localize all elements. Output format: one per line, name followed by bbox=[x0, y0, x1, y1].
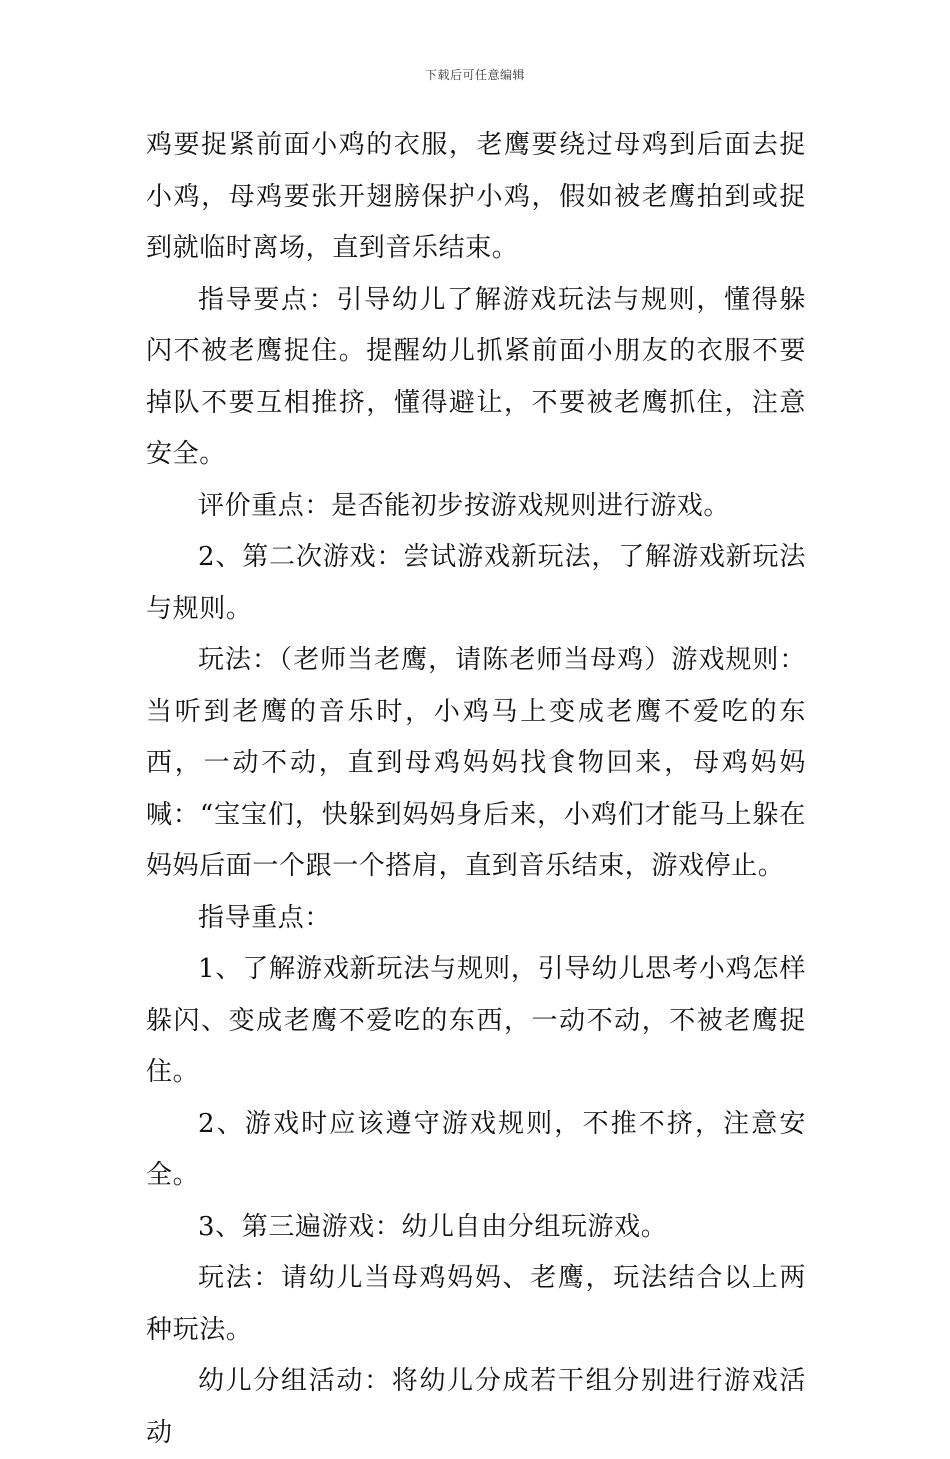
paragraph-group-activity: 幼儿分组活动：将幼儿分成若干组分别进行游戏活动 bbox=[146, 1366, 806, 1448]
paragraph-third-gameplay: 玩法：请幼儿当母鸡妈妈、老鹰，玩法结合以上两种玩法。 bbox=[146, 1263, 806, 1345]
paragraph-evaluation: 评价重点：是否能初步按游戏规则进行游戏。 bbox=[198, 490, 731, 521]
paragraph-gameplay-rules: 玩法：（老师当老鹰，请陈老师当母鸡）游戏规则：当听到老鹰的音乐时，小鸡马上变成老鹰不爱吃的东西，一动不动，直到母鸡妈妈找食物回来，母鸡妈妈喊：“宝宝们，快躲到妈妈身后来，小鸡们才能马上躲在妈妈后面一个跟一个搭肩，直到音乐结束，游戏停止。 bbox=[146, 645, 806, 881]
document-body bbox=[146, 120, 806, 1459]
paragraph-guidance-item-1: 1、了解游戏新玩法与规则，引导幼儿思考小鸡怎样躲闪、变成老鹰不爱吃的东西，一动不动，不被老鹰捉住。 bbox=[146, 954, 806, 1087]
paragraph-guidance-item-2: 2、游戏时应该遵守游戏规则，不推不挤，注意安全。 bbox=[146, 1108, 806, 1190]
paragraph-third-game: 3、第三遍游戏：幼儿自由分组玩游戏。 bbox=[198, 1211, 668, 1242]
paragraph-second-game: 2、第二次游戏：尝试游戏新玩法，了解游戏新玩法与规则。 bbox=[146, 542, 806, 624]
paragraph-guidance-points: 指导要点：引导幼儿了解游戏玩法与规则，懂得躲闪不被老鹰捉住。提醒幼儿抓紧前面小朋友的衣服不要掉队不要互相推挤，懂得避让，不要被老鹰抓住，注意安全。 bbox=[146, 284, 806, 469]
page-header: 下载后可任意编辑 bbox=[424, 68, 525, 82]
paragraph-continued: 鸡要捉紧前面小鸡的衣服，老鹰要绕过母鸡到后面去捉小鸡，母鸡要张开翅膀保护小鸡，假如被老鹰拍到或捉到就临时离场，直到音乐结束。 bbox=[146, 130, 806, 263]
paragraph-guidance-heading: 指导重点： bbox=[198, 902, 332, 933]
